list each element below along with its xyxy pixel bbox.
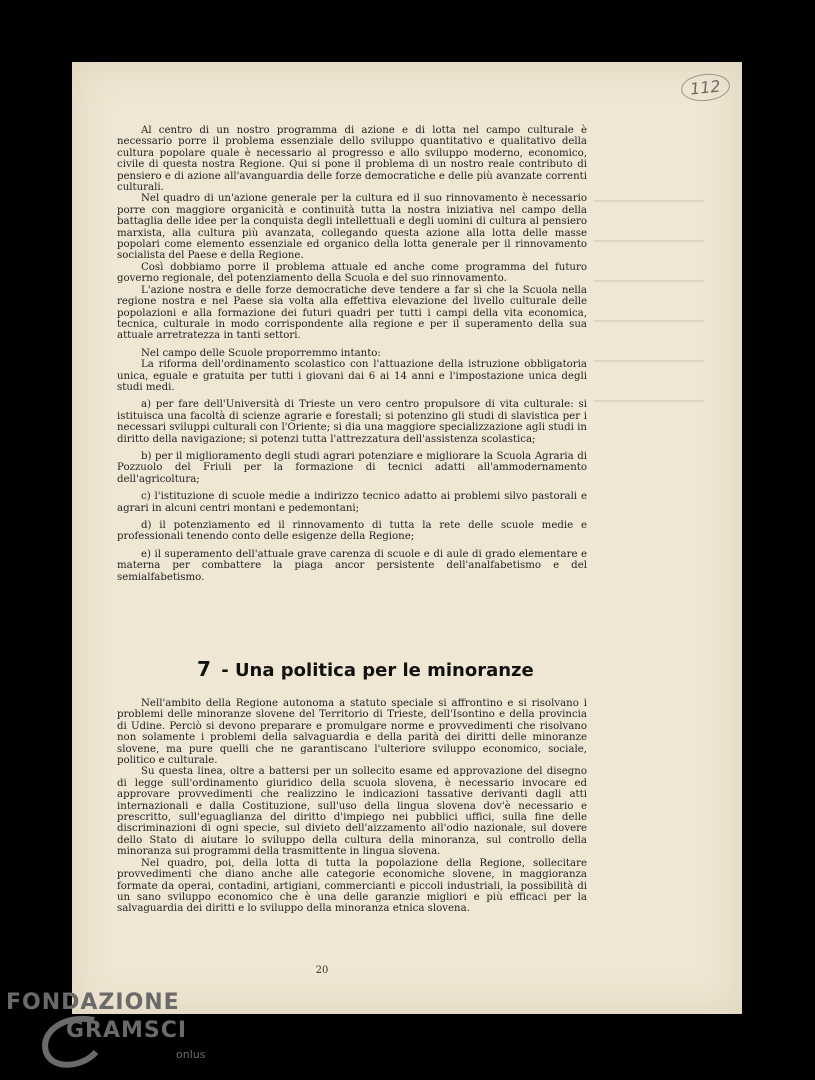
section-title: - Una politica per le minoranze [221,660,534,681]
pencil-folio-number: 112 [680,72,731,104]
fondazione-gramsci-watermark-logo [6,990,206,1075]
paragraph: Su questa linea, oltre a battersi per un sollecito esame ed approvazione del disegno di legge sull'ordinamento giuridico della scuola slovena, è necessario invocare ed approvare provvedimenti che realizzino le indicazioni tassative derivanti dagli atti internazionali e dalla Costituzione, sull'uso della lingua slovena dov'è necessario e prescritto, sull'eguaglianza del diritto d'impiego nei pubblici uffici, sulla fine delle discriminazioni di ogni specie, sul divieto dell'aizzamento all'odio nazionale, sul dovere dello Stato di aiutare lo sviluppo della cultura della minoranza, sul controllo della minoranza sui programmi della trasmittente in lingua slovena. [117,766,587,858]
section-culture-text [117,125,587,583]
paragraph: Nel quadro, poi, della lotta di tutta la popolazione della Regione, sollecitare provvedimenti che diano anche alle categorie economiche slovene, in maggioranza formate da operai, contadini, artigiani, commercianti e piccoli industriali, la possibilità di un sano sviluppo economico che è una delle garanzie migliori e più efficaci per la salvaguardia dei diritti e lo sviluppo della minoranza etnica slovena. [117,857,587,915]
list-item-c: c) l'istituzione di scuole medie a indirizzo tecnico adatto ai problemi silvo pastorali e agrari in alcuni centri montani e pedemontani; [117,491,587,514]
document-page [72,62,742,1014]
list-item-b: b) per il miglioramento degli studi agrari potenziare e migliorare la Scuola Agraria di Pozzuolo del Friuli per la formazione di tecnici adatti all'ammodernamento dell'agricoltura; [117,450,587,485]
section-number: 7 [197,657,211,681]
paragraph: Nell'ambito della Regione autonoma a statuto speciale si affrontino e si risolvano i problemi delle minoranze slovene del Territorio di Trieste, dell'Isontino e della provincia di Udine. Perciò si devono preparare e promulgare norme e provvedimenti che risolvano non solamente i problemi della salvaguardia e della parità dei diritti delle minoranze slovene, ma pure quelli che ne garantiscano l'ulteriore sviluppo economico, sociale, politico e culturale. [117,698,587,767]
section-minorities-text [117,698,587,915]
logo-text-onlus: onlus [176,1048,206,1061]
logo-text-gramsci: GRAMSCI [66,1018,188,1043]
bleed-through-marks [594,162,734,862]
list-item-e: e) il superamento dell'attuale grave carenza di scuole e di aule di grado elementare e materna per combattere la piaga ancor persistente dell'analfabetismo e del semialfabetismo. [117,548,587,583]
page-number: 20 [315,965,329,976]
paragraph: La riforma dell'ordinamento scolastico con l'attuazione della istruzione obbligatoria unica, eguale e gratuita per tutti i giovani dai 6 ai 14 anni e l'impostazione unica degli studi medi. [117,359,587,393]
section-heading [197,657,597,681]
paragraph: Nel campo delle Scuole proporremmo intanto: [141,347,381,359]
paragraph: Al centro di un nostro programma di azione e di lotta nel campo culturale è necessario porre il problema essenziale dello sviluppo quantitativo e qualitativo della cultura popolare quale è necessario al progresso e allo sviluppo moderno, economico, civile di questa nostra Regione. Qui si pone il problema di un nostro reale contributo di pensiero e di azione all'avanguardia delle forze democratiche e delle più avanzate correnti culturali. [117,125,587,194]
paragraph: L'azione nostra e delle forze democratiche deve tendere a far sì che la Scuola nella regione nostra e nel Paese sia volta alla effettiva elevazione del livello culturale delle popolazioni e alla formazione dei futuri quadri per tutti i campi della vita economica, tecnica, culturale in modo corrispondente alla regione e per il superamento della sua attuale arretratezza in tanti settori. [117,284,587,342]
paragraph: Così dobbiamo porre il problema attuale ed anche come programma del futuro governo regionale, del potenziamento della Scuola e del suo rinnovamento. [117,261,587,285]
paragraph: Nel quadro di un'azione generale per la cultura ed il suo rinnovamento è necessario porre con maggiore organicità e continuità tutta la nostra iniziativa nel campo della battaglia delle idee per la conquista degli intellettuali e degli uomini di cultura al pensiero marxista, alla cultura più avanzata, collegando questa azione alla lotta delle masse popolari come elemento essenziale ed organico della lotta generale per il rinnovamento socialista del Paese e della Regione. [117,193,587,262]
list-item-d: d) il potenziamento ed il rinnovamento di tutta la rete delle scuole medie e professionali tenendo conto delle esigenze della Regione; [117,520,587,543]
list-item-a: a) per fare dell'Università di Trieste un vero centro propulsore di vita culturale: si istituisca una facoltà di scienze agrarie e forestali; si potenzino gli studi di slavistica per i necessari sviluppi culturali con l'Oriente; si dia una maggiore specializzazione agli studi in diritto della navigazione; si potenzi tutta l'attrezzatura dell'assistenza scolastica; [117,399,587,445]
logo-text-fondazione: FONDAZIONE [6,990,180,1015]
